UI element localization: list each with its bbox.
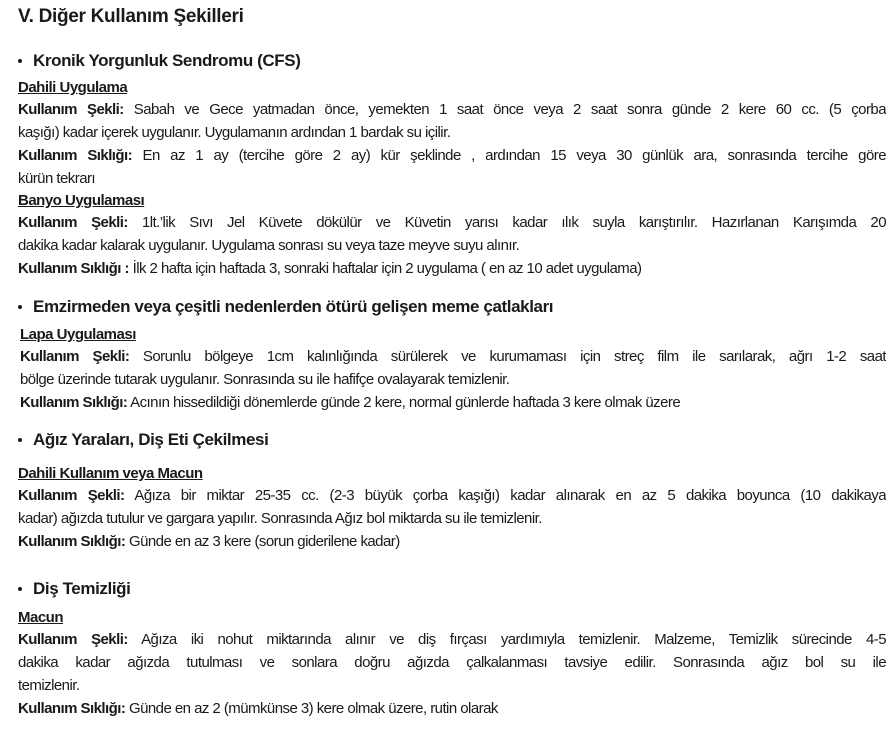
- section-heading-text: Emzirmeden veya çeşitli nedenlerden ötürü gelişen meme çatlakları: [33, 297, 554, 316]
- frequency-label: Kullanım Sıklığı: [20, 394, 123, 411]
- usage-paragraph: [18, 98, 886, 190]
- section-heading-text: Kronik Yorgunluk Sendromu (CFS): [33, 51, 301, 70]
- usage-line: Kullanım Şekli: Sabah ve Gece yatmadan önce, yemekten 1 saat önce veya 2 saat sonra günde 2 kere 60 cc. (5 çorba: [18, 101, 886, 118]
- frequency-label: Kullanım Sıklığı: [18, 147, 128, 164]
- usage-text: bölge üzerinde tutarak uygulanır. Sonrasında su ile hafifçe ovalayarak temizlenir.: [20, 371, 510, 388]
- page-title: V. Diğer Kullanım Şekilleri: [18, 6, 244, 27]
- usage-text: Sorunlu bölgeye 1cm kalınlığında sürülerek ve kurumaması için streç film ile sarılarak, ağrı 1-2 saat: [142, 348, 886, 365]
- usage-text: Sabah ve Gece yatmadan önce, yemekten 1 saat önce veya 2 saat sonra günde 2 kere 60 cc. (5 çorba: [133, 101, 886, 118]
- usage-text: dakika kadar ağızda tutulması ve sonlara doğru ağızda çalkalanması tavsiye edilir. Sonrasında ağız bol su ile: [18, 654, 886, 671]
- usage-label: Kullanım Şekli: [18, 631, 124, 648]
- frequency-text: Acının hissedildiği dönemlerde günde 2 kere, normal günlerde haftada 3 kere olmak üzere: [130, 394, 681, 411]
- usage-label: Kullanım Şekli: [18, 101, 120, 118]
- frequency-text: İlk 2 hafta için haftada 3, sonraki haftalar için 2 uygulama ( en az 10 adet uygulama): [132, 260, 642, 277]
- frequency-label: Kullanım Sıklığı: [18, 533, 121, 550]
- usage-text: Ağıza iki nohut miktarında alınır ve diş fırçası yardımıyla temizlenir. Malzeme, Temizlik sürecinde 4-5: [141, 631, 886, 648]
- usage-paragraph: [18, 484, 886, 553]
- bullet-icon: [18, 305, 22, 309]
- frequency-line: Kullanım Sıklığı: En az 1 ay (tercihe göre 2 ay) kür şeklinde , ardından 15 veya 30 günlük ara, sonrasında tercihe göre: [18, 147, 886, 164]
- frequency-text: Günde en az 3 kere (sorun giderilene kadar): [128, 533, 400, 550]
- usage-line: Kullanım Şekli: 1lt.’lik Sıvı Jel Küvete dökülür ve Küvetin yarısı kadar ılık suyla karıştırılır. Hazırlanan Karışımda 20: [18, 214, 886, 231]
- frequency-line: Kullanım Sıklığı : İlk 2 hafta için haftada 3, sonraki haftalar için 2 uygulama ( en az 10 adet uygulama): [18, 260, 642, 277]
- section-heading-cfs: [18, 51, 300, 71]
- section-heading-text: Diş Temizliği: [33, 579, 131, 598]
- section-heading-agiz-yaralari: [18, 430, 268, 450]
- section-heading-meme-catlaklari: [18, 297, 553, 317]
- usage-text: 1lt.’lik Sıvı Jel Küvete dökülür ve Küvetin yarısı kadar ılık suyla karıştırılır. Hazırlanan Karışımda 20: [141, 214, 886, 231]
- subheading-banyo-uygulamasi: Banyo Uygulaması: [18, 192, 145, 209]
- subheading-dahili-kullanim-macun: Dahili Kullanım veya Macun: [18, 465, 203, 482]
- section-heading-dis-temizligi: [18, 579, 130, 599]
- usage-line: Kullanım Şekli: Ağıza iki nohut miktarında alınır ve diş fırçası yardımıyla temizlenir. Malzeme, Temizlik sürecinde 4-5: [18, 631, 886, 648]
- frequency-text: En az 1 ay (tercihe göre 2 ay) kür şeklinde , ardından 15 veya 30 günlük ara, sonrasında tercihe göre: [142, 147, 886, 164]
- frequency-line: Kullanım Sıklığı: Günde en az 2 (mümkünse 3) kere olmak üzere, rutin olarak: [18, 700, 498, 717]
- usage-text: temizlenir.: [18, 677, 80, 694]
- frequency-text: Günde en az 2 (mümkünse 3) kere olmak üzere, rutin olarak: [128, 700, 498, 717]
- usage-text: kaşığı) kadar içerek uygulanır. Uygulamanın ardından 1 bardak su içilir.: [18, 124, 451, 141]
- usage-text: kadar) ağızda tutulur ve gargara yapılır. Sonrasında Ağız bol miktarda su ile temizlenir.: [18, 510, 542, 527]
- usage-text: Ağıza bir miktar 25-35 cc. (2-3 büyük çorba kaşığı) kadar alınarak en az 5 dakika boyunca (10 dakikaya: [134, 487, 886, 504]
- usage-paragraph: [20, 345, 886, 414]
- frequency-label: Kullanım Sıklığı: [18, 260, 121, 277]
- frequency-line: Kullanım Sıklığı: Acının hissedildiği dönemlerde günde 2 kere, normal günlerde haftada 3 kere olmak üzere: [20, 394, 681, 411]
- subheading-dahili-uygulama: Dahili Uygulama: [18, 79, 128, 96]
- usage-line: Kullanım Şekli: Ağıza bir miktar 25-35 cc. (2-3 büyük çorba kaşığı) kadar alınarak en az 5 dakika boyunca (10 dakikaya: [18, 487, 886, 504]
- usage-line: Kullanım Şekli: Sorunlu bölgeye 1cm kalınlığında sürülerek ve kurumaması için streç film ile sarılarak, ağrı 1-2 saat: [20, 348, 886, 365]
- usage-label: Kullanım Şekli: [18, 214, 124, 231]
- usage-text: dakika kadar kalarak uygulanır. Uygulama sonrası su veya taze meyve suyu alınır.: [18, 237, 520, 254]
- frequency-label: Kullanım Sıklığı: [18, 700, 121, 717]
- section-heading-text: Ağız Yaraları, Diş Eti Çekilmesi: [33, 430, 269, 449]
- subheading-macun: Macun: [18, 609, 64, 626]
- bullet-icon: [18, 59, 22, 63]
- bullet-icon: [18, 438, 22, 442]
- usage-label: Kullanım Şekli: [20, 348, 125, 365]
- frequency-text: kürün tekrarı: [18, 170, 96, 187]
- usage-label: Kullanım Şekli: [18, 487, 120, 504]
- bullet-icon: [18, 587, 22, 591]
- subheading-lapa-uygulamasi: Lapa Uygulaması: [20, 326, 136, 343]
- usage-paragraph: [18, 211, 886, 280]
- usage-paragraph: [18, 628, 886, 720]
- frequency-line: Kullanım Sıklığı: Günde en az 3 kere (sorun giderilene kadar): [18, 533, 400, 550]
